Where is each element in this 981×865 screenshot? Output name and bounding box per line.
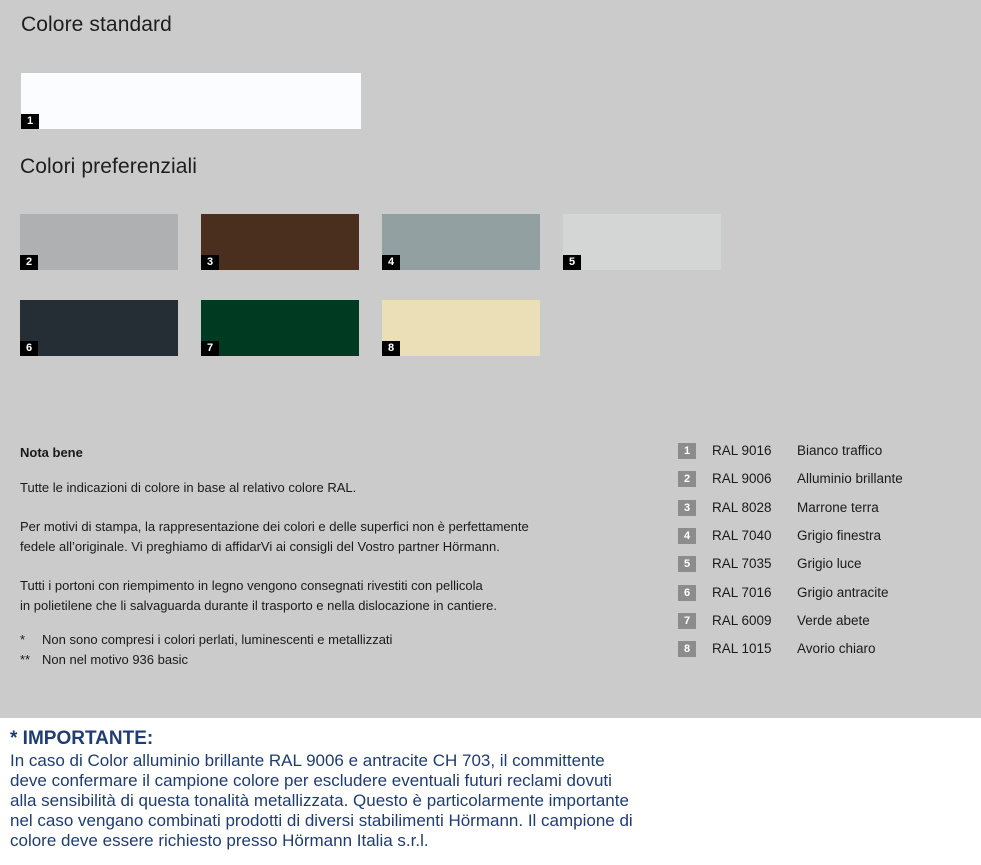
footnote-mark: ** [20,652,31,667]
ral-number-badge: 7 [678,613,696,629]
important-line: nel caso vengano combinati prodotti di diversi stabilimenti Hörmann. Il campione di [10,811,633,830]
swatch-5 [563,214,721,270]
swatch-number: 6 [20,341,38,356]
note-title: Nota bene [20,445,83,460]
ral-code: RAL 9016 [712,443,772,458]
footnote [20,650,188,670]
swatch-8 [382,300,540,356]
swatch-6 [20,300,178,356]
footnote-text: Non sono compresi i colori perlati, luminescenti e metallizzati [42,632,393,647]
swatch-7 [201,300,359,356]
ral-code: RAL 1015 [712,641,772,656]
swatch-4 [382,214,540,270]
ral-color-name: Alluminio brillante [797,471,903,486]
swatch-number: 3 [201,255,219,270]
ral-code: RAL 9006 [712,471,772,486]
note-paragraph-3-line-2: in polietilene che li salvaguarda durante il trasporto e nella dislocazione in cantiere. [20,598,497,613]
ral-code: RAL 7040 [712,528,772,543]
ral-number-badge: 8 [678,641,696,657]
swatch-number: 1 [21,114,39,129]
important-line: deve confermare il campione colore per escludere eventuali futuri reclami dovuti [10,771,612,790]
swatch-number: 2 [20,255,38,270]
ral-number-badge: 3 [678,500,696,516]
ral-color-name: Marrone terra [797,500,879,515]
swatch-1 [21,73,361,129]
ral-color-name: Avorio chiaro [797,641,876,656]
swatch-3 [201,214,359,270]
important-line: alla sensibilità di questa tonalità metallizzata. Questo è particolarmente importante [10,791,629,810]
ral-code: RAL 6009 [712,613,772,628]
ral-color-name: Bianco traffico [797,443,883,458]
standard-color-heading: Colore standard [21,13,172,36]
important-title: * IMPORTANTE: [10,728,154,749]
note-paragraph-2-line-1: Per motivi di stampa, la rappresentazione dei colori e delle superfici non è perfettamente [20,519,529,534]
ral-color-name: Grigio antracite [797,585,889,600]
footnote-text: Non nel motivo 936 basic [42,652,188,667]
footnote [20,630,392,650]
footnote-mark: * [20,632,26,647]
note-paragraph-3-line-1: Tutti i portoni con riempimento in legno vengono consegnati rivestiti con pellicola [20,578,483,593]
ral-number-badge: 5 [678,556,696,572]
ral-color-name: Grigio luce [797,556,862,571]
swatch-number: 5 [563,255,581,270]
note-paragraph-1: Tutte le indicazioni di colore in base al relativo colore RAL. [20,480,357,495]
ral-color-name: Grigio finestra [797,528,882,543]
note-paragraph-2-line-2: fedele all’originale. Vi preghiamo di affidarVi ai consigli del Vostro partner Hörmann. [20,539,500,554]
swatch-2 [20,214,178,270]
swatch-number: 7 [201,341,219,356]
ral-code: RAL 8028 [712,500,772,515]
important-line: colore deve essere richiesto presso Hörmann Italia s.r.l. [10,831,429,850]
swatch-number: 8 [382,341,400,356]
ral-number-badge: 4 [678,528,696,544]
swatch-number: 4 [382,255,400,270]
ral-color-name: Verde abete [797,613,870,628]
ral-number-badge: 2 [678,471,696,487]
ral-code: RAL 7035 [712,556,772,571]
ral-code: RAL 7016 [712,585,772,600]
important-text [10,751,690,851]
ral-number-badge: 1 [678,443,696,459]
important-line: In caso di Color alluminio brillante RAL 9006 e antracite CH 703, il committente [10,751,605,770]
preferred-colors-heading: Colori preferenziali [20,155,198,178]
ral-number-badge: 6 [678,585,696,601]
